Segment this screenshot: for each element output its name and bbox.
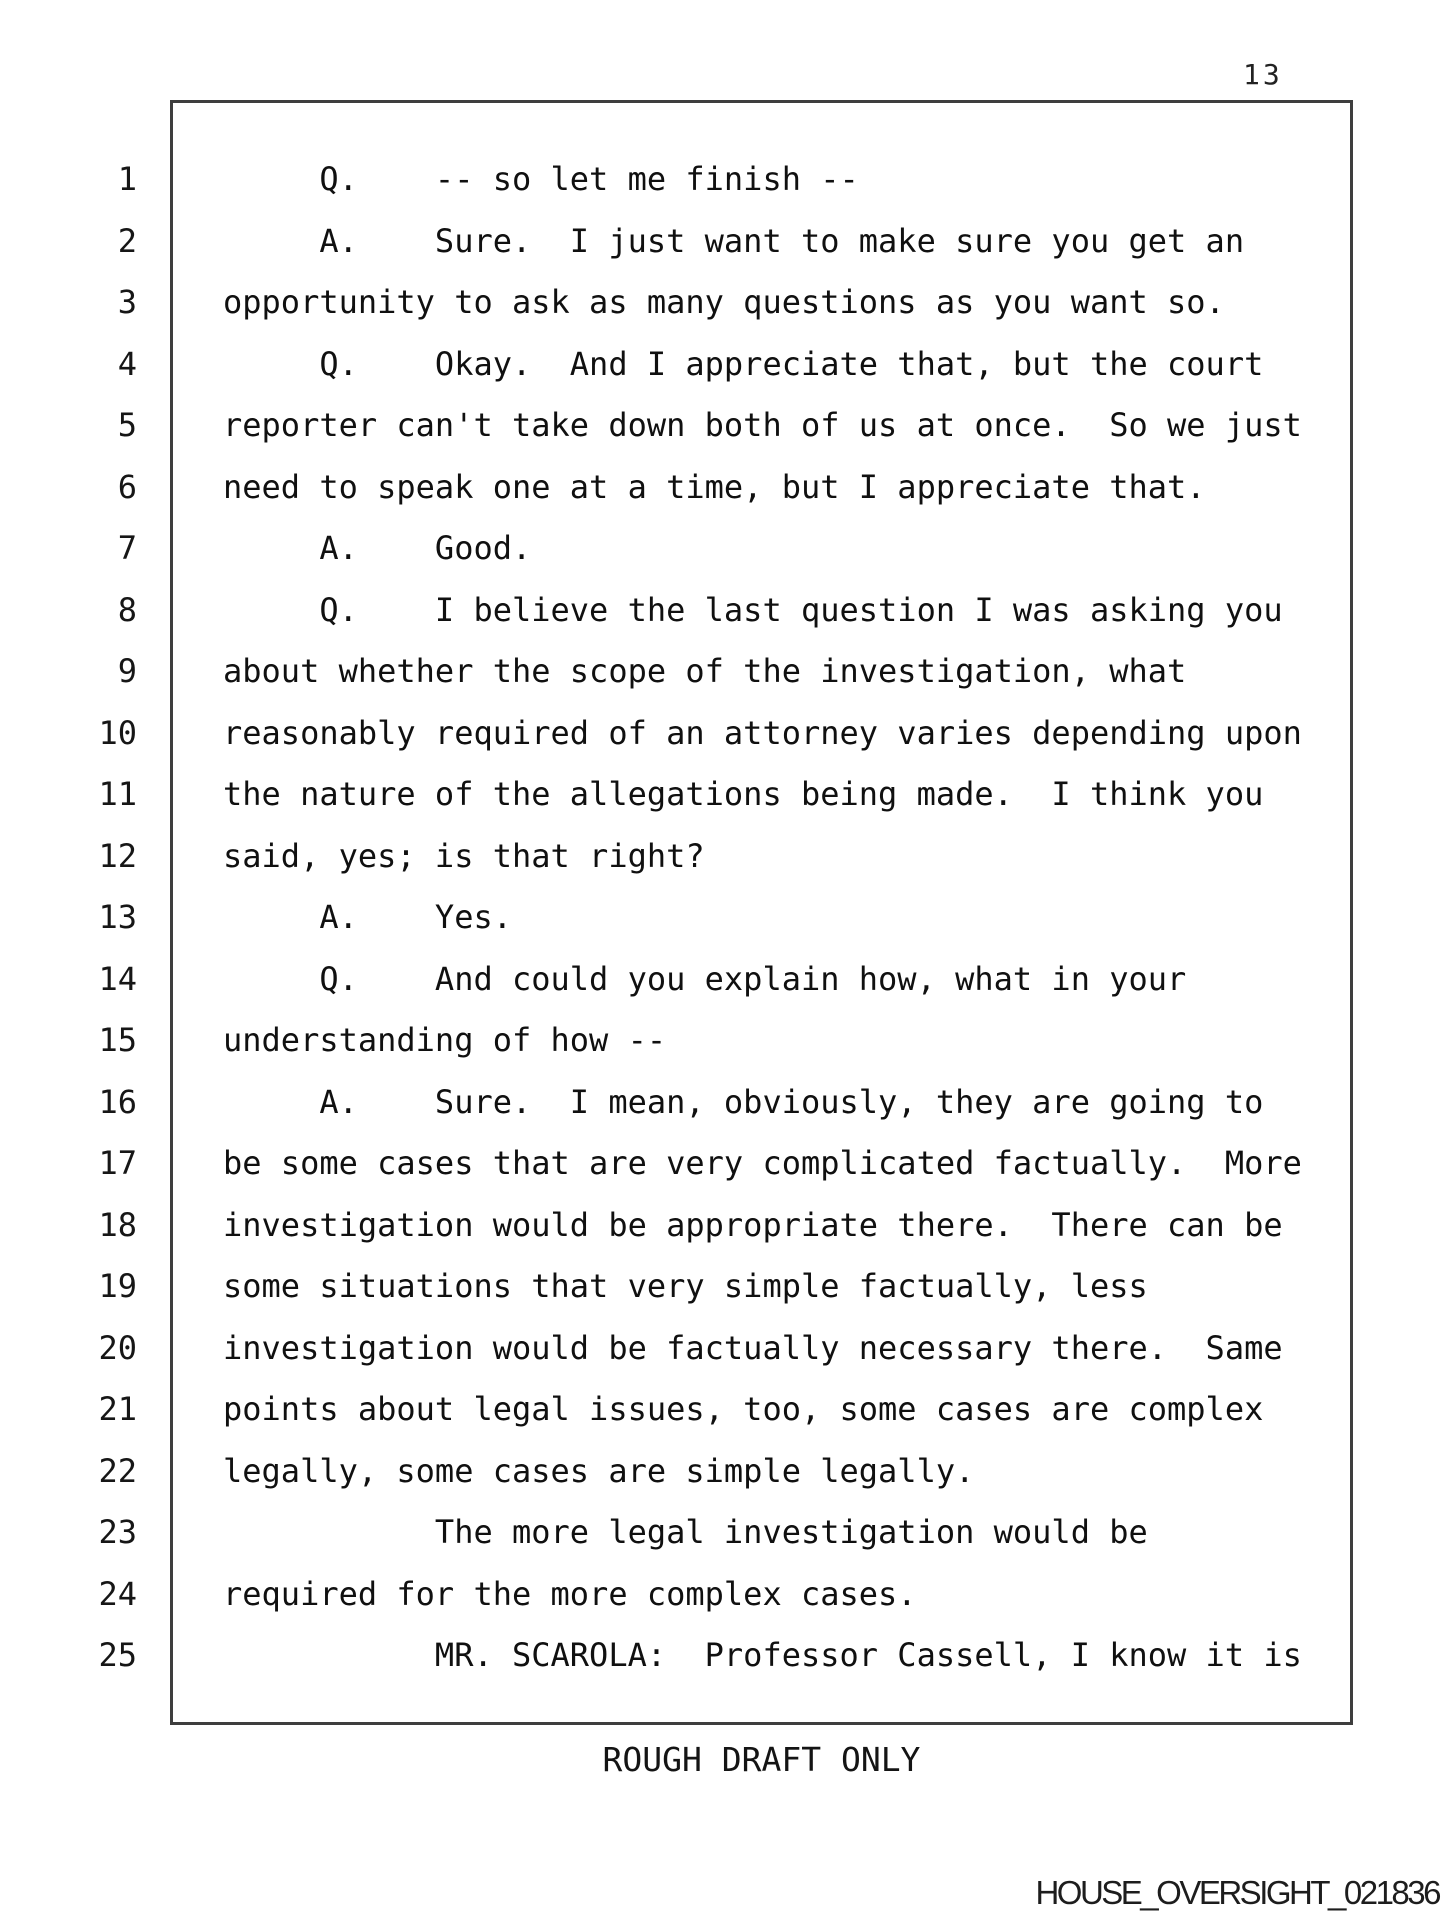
line-number: 4 bbox=[117, 344, 137, 383]
line-text: A. Sure. I mean, obviously, they are going to bbox=[223, 1082, 1264, 1121]
transcript-line bbox=[0, 764, 1453, 826]
transcript-line bbox=[0, 457, 1453, 519]
transcript-line bbox=[0, 703, 1453, 765]
transcript-line bbox=[0, 1502, 1453, 1564]
transcript-line bbox=[0, 1379, 1453, 1441]
transcript-line bbox=[0, 1010, 1453, 1072]
page-number: 13 bbox=[1243, 58, 1283, 91]
line-number: 24 bbox=[98, 1574, 137, 1613]
line-text: investigation would be factually necessary there. Same bbox=[223, 1328, 1283, 1367]
transcript-lines bbox=[0, 149, 1453, 1687]
line-number: 12 bbox=[98, 836, 137, 875]
transcript-line bbox=[0, 1625, 1453, 1687]
line-text: be some cases that are very complicated factually. More bbox=[223, 1144, 1302, 1182]
transcript-line bbox=[0, 826, 1453, 888]
line-number: 19 bbox=[98, 1267, 137, 1305]
document-id-stamp: HOUSE_OVERSIGHT_021836 bbox=[1035, 1874, 1439, 1911]
transcript-line bbox=[0, 518, 1453, 580]
line-number: 1 bbox=[117, 160, 137, 198]
line-number: 18 bbox=[98, 1205, 137, 1244]
line-text: need to speak one at a time, but I appreciate that. bbox=[223, 467, 1206, 506]
line-number: 20 bbox=[98, 1328, 137, 1367]
line-number: 14 bbox=[98, 959, 137, 998]
line-text: Q. Okay. And I appreciate that, but the court bbox=[223, 344, 1264, 383]
line-number: 2 bbox=[117, 221, 137, 260]
transcript-line bbox=[0, 1195, 1453, 1257]
line-text: points about legal issues, too, some cases are complex bbox=[223, 1390, 1264, 1428]
line-number: 13 bbox=[98, 898, 137, 936]
line-text: reasonably required of an attorney varies depending upon bbox=[223, 713, 1302, 752]
line-number: 22 bbox=[98, 1451, 137, 1490]
line-text: Q. I believe the last question I was asking you bbox=[223, 590, 1283, 629]
rough-draft-stamp: ROUGH DRAFT ONLY bbox=[602, 1740, 921, 1779]
line-number: 15 bbox=[98, 1021, 137, 1059]
line-number: 5 bbox=[117, 406, 137, 444]
transcript-line bbox=[0, 1072, 1453, 1134]
transcript-line bbox=[0, 272, 1453, 334]
transcript-line bbox=[0, 1256, 1453, 1318]
transcript-line bbox=[0, 1441, 1453, 1503]
transcript-line bbox=[0, 1133, 1453, 1195]
line-number: 21 bbox=[98, 1390, 137, 1428]
line-text: the nature of the allegations being made. I think you bbox=[223, 775, 1264, 813]
transcript-line bbox=[0, 395, 1453, 457]
transcript-line bbox=[0, 887, 1453, 949]
line-text: A. Good. bbox=[223, 529, 532, 567]
line-number: 17 bbox=[98, 1144, 137, 1182]
line-text: investigation would be appropriate there. There can be bbox=[223, 1205, 1283, 1244]
transcript-line bbox=[0, 641, 1453, 703]
line-text: Q. -- so let me finish -- bbox=[223, 160, 859, 198]
line-text: Q. And could you explain how, what in your bbox=[223, 959, 1187, 998]
line-number: 7 bbox=[117, 529, 137, 567]
transcript-line bbox=[0, 580, 1453, 642]
line-number: 3 bbox=[117, 283, 137, 321]
line-text: A. Yes. bbox=[223, 898, 512, 936]
line-text: reporter can't take down both of us at once. So we just bbox=[223, 406, 1302, 444]
line-number: 23 bbox=[98, 1513, 137, 1551]
line-number: 6 bbox=[117, 467, 137, 506]
line-text: required for the more complex cases. bbox=[223, 1574, 917, 1613]
line-text: legally, some cases are simple legally. bbox=[223, 1451, 975, 1490]
line-number: 16 bbox=[98, 1082, 137, 1121]
line-number: 9 bbox=[117, 652, 137, 690]
transcript-line bbox=[0, 211, 1453, 273]
transcript-line bbox=[0, 334, 1453, 396]
transcript-line bbox=[0, 1564, 1453, 1626]
line-text: understanding of how -- bbox=[223, 1021, 667, 1059]
transcript-line bbox=[0, 949, 1453, 1011]
line-number: 8 bbox=[117, 590, 137, 629]
line-text: The more legal investigation would be bbox=[223, 1513, 1148, 1551]
line-text: said, yes; is that right? bbox=[223, 836, 705, 875]
line-text: A. Sure. I just want to make sure you get an bbox=[223, 221, 1245, 260]
line-number: 25 bbox=[98, 1636, 137, 1674]
transcript-line bbox=[0, 149, 1453, 211]
line-text: about whether the scope of the investigation, what bbox=[223, 652, 1187, 690]
line-number: 10 bbox=[98, 713, 137, 752]
line-number: 11 bbox=[98, 775, 137, 813]
line-text: some situations that very simple factually, less bbox=[223, 1267, 1148, 1305]
transcript-line bbox=[0, 1318, 1453, 1380]
line-text: MR. SCAROLA: Professor Cassell, I know it is bbox=[223, 1636, 1302, 1674]
line-text: opportunity to ask as many questions as you want so. bbox=[223, 283, 1225, 321]
